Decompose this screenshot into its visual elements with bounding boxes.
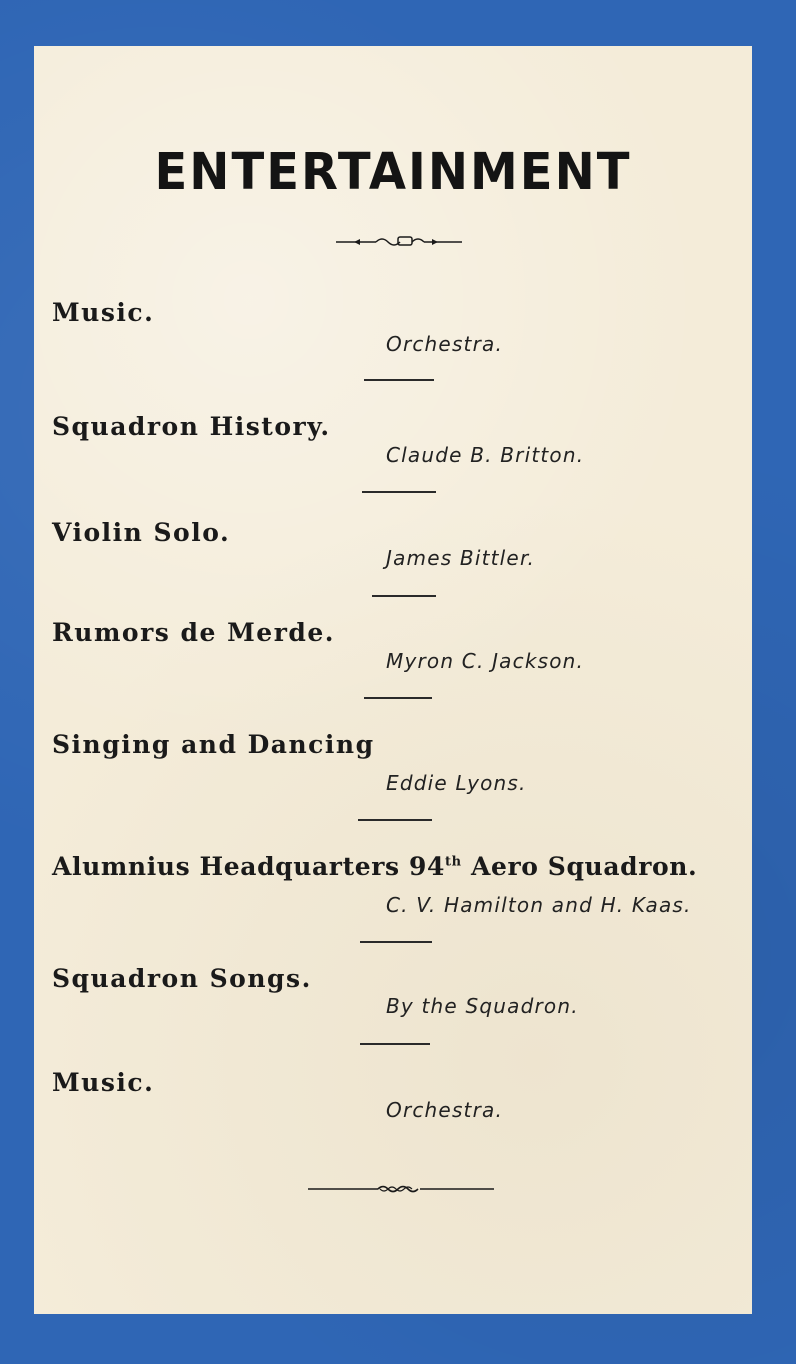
act-squadron-songs: Squadron Songs. xyxy=(52,964,312,993)
act-singing-and-dancing: Singing and Dancing xyxy=(52,730,375,759)
performer-hamilton-kaas: C. V. Hamilton and H. Kaas. xyxy=(386,893,692,917)
act-alumnius-prefix: Alumnius Headquarters 94 xyxy=(52,852,445,881)
page-title: ENTERTAINMENT xyxy=(154,142,632,202)
act-squadron-history: Squadron History. xyxy=(52,412,331,441)
act-alumnius-headquarters xyxy=(52,852,697,881)
performer-the-squadron: By the Squadron. xyxy=(386,994,579,1018)
performer-eddie-lyons: Eddie Lyons. xyxy=(386,771,527,795)
performer-claude-britton: Claude B. Britton. xyxy=(386,443,585,467)
act-alumnius-ordinal: th xyxy=(444,854,462,870)
act-rumors-de-merde: Rumors de Merde. xyxy=(52,618,335,647)
paper-panel xyxy=(34,46,752,1314)
separator xyxy=(362,491,436,493)
act-violin-solo: Violin Solo. xyxy=(52,518,231,547)
separator xyxy=(360,941,432,943)
act-alumnius-suffix: Aero Squadron. xyxy=(461,852,698,881)
bottom-ornament-icon xyxy=(308,1182,494,1196)
separator xyxy=(358,819,432,821)
separator xyxy=(360,1043,430,1045)
top-ornament-icon xyxy=(336,234,462,250)
separator xyxy=(364,697,432,699)
performer-orchestra-opening: Orchestra. xyxy=(386,332,504,356)
separator xyxy=(364,379,434,381)
separator xyxy=(372,595,436,597)
act-music-closing: Music. xyxy=(52,1068,155,1097)
act-music-opening: Music. xyxy=(52,298,155,327)
performer-orchestra-closing: Orchestra. xyxy=(386,1098,504,1122)
performer-myron-jackson: Myron C. Jackson. xyxy=(386,649,585,673)
performer-james-bittler: James Bittler. xyxy=(386,546,536,570)
